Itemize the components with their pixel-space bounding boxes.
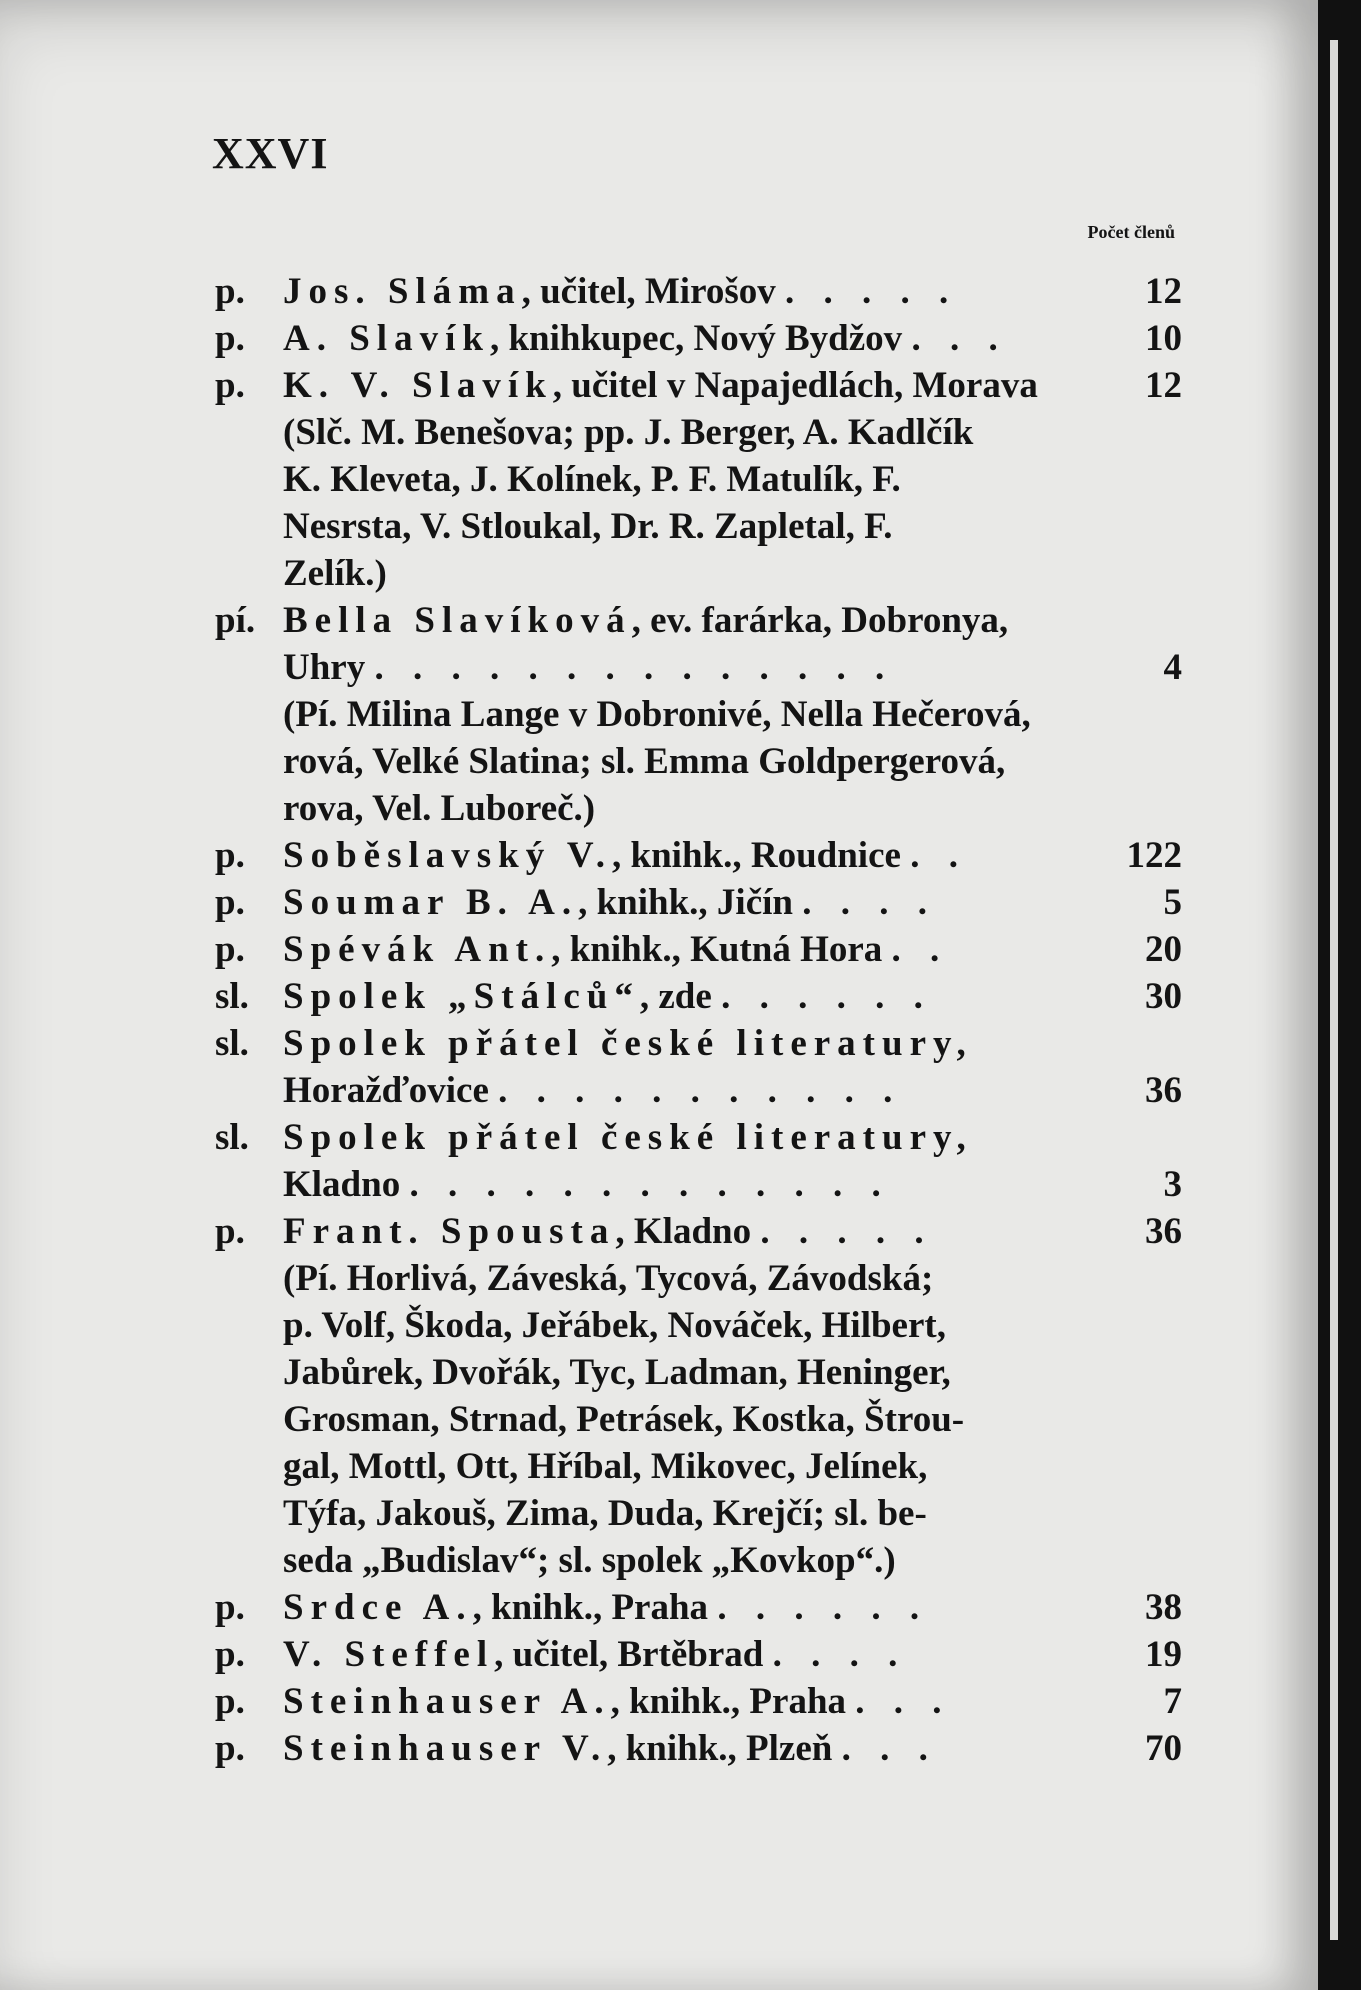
entry-text xyxy=(283,973,933,1020)
entry-detail: Uhry xyxy=(283,647,366,688)
entry-detail: , Kladno xyxy=(615,1211,752,1252)
entry-text xyxy=(283,1067,902,1114)
entry-prefix: p. xyxy=(215,365,245,406)
member-count: 122 xyxy=(1126,835,1182,876)
entry-text xyxy=(283,644,894,691)
member-count: 12 xyxy=(1145,365,1182,406)
entry-text xyxy=(283,1725,938,1772)
entry-text xyxy=(283,1302,946,1349)
leader-dots: . . . . . xyxy=(785,271,959,312)
entry-name: Frant. Spousta xyxy=(283,1211,616,1252)
leader-dots: . . . xyxy=(911,318,1008,359)
entry-detail: , knihk., Jičín xyxy=(578,882,793,923)
entry-prefix: p. xyxy=(215,882,245,923)
entry-detail: Jabůrek, Dvořák, Tyc, Ladman, Heninger, xyxy=(283,1352,951,1393)
entry-name: Spolek přátel české literatury, xyxy=(283,1117,973,1158)
list-item xyxy=(215,503,1182,550)
entry-text xyxy=(283,738,1005,785)
entry-name: Srdce A. xyxy=(283,1587,473,1628)
entry-detail: Horažďovice xyxy=(283,1070,489,1111)
entry-text xyxy=(283,1537,896,1584)
member-count: 38 xyxy=(1145,1587,1182,1628)
leader-dots: . . . . . . xyxy=(717,1587,930,1628)
member-count: 36 xyxy=(1145,1070,1182,1111)
leader-dots: . . xyxy=(910,835,968,876)
list-item xyxy=(215,456,1182,503)
entry-detail: , knihk., Plzeň xyxy=(607,1728,833,1769)
list-item xyxy=(215,1161,1182,1208)
entry-detail: , učitel, Mirošov xyxy=(521,271,776,312)
member-count: 3 xyxy=(1163,1164,1182,1205)
entry-detail: (Pí. Horlivá, Záveská, Tycová, Závodská; xyxy=(283,1258,934,1299)
entry-name: K. V. Slavík xyxy=(283,365,553,406)
entry-text xyxy=(283,832,968,879)
leader-dots: . . . . xyxy=(772,1634,908,1675)
leader-dots: . . . . . . . . . . . xyxy=(498,1070,903,1111)
leader-dots: . . . . . . . . . . . . . xyxy=(409,1164,891,1205)
entry-detail: rová, Velké Slatina; sl. Emma Goldpergerová, xyxy=(283,741,1006,782)
entry-prefix: p. xyxy=(215,835,245,876)
list-item xyxy=(215,1208,1182,1255)
entry-detail: , knihk., Kutná Hora xyxy=(551,929,883,970)
member-count: 70 xyxy=(1145,1728,1182,1769)
list-item xyxy=(215,785,1182,832)
member-count: 36 xyxy=(1145,1211,1182,1252)
entry-text xyxy=(283,1114,973,1161)
entry-prefix: p. xyxy=(215,1634,245,1675)
list-item xyxy=(215,1631,1182,1678)
entry-text xyxy=(283,691,1031,738)
list-item xyxy=(215,362,1182,409)
member-count: 12 xyxy=(1145,271,1182,312)
list-item xyxy=(215,1678,1182,1725)
leader-dots: . . . . . . . . . . . . . . xyxy=(374,647,895,688)
entry-prefix: p. xyxy=(215,929,245,970)
list-item xyxy=(215,1584,1182,1631)
list-item xyxy=(215,409,1182,456)
entry-text xyxy=(283,926,949,973)
page-edge xyxy=(1318,0,1361,1990)
entry-name: Steinhauser V. xyxy=(283,1728,608,1769)
entry-detail: Zelík.) xyxy=(283,553,387,594)
list-item xyxy=(215,926,1182,973)
entry-prefix: p. xyxy=(215,318,245,359)
entry-text xyxy=(283,1208,934,1255)
entry-name: Jos. Sláma xyxy=(283,271,522,312)
list-item xyxy=(215,1114,1182,1161)
leader-dots: . . . . . . xyxy=(721,976,933,1017)
entry-prefix: p. xyxy=(215,1211,245,1252)
entry-prefix: sl. xyxy=(215,1117,249,1158)
entry-text xyxy=(283,1584,929,1631)
entry-text xyxy=(283,1349,951,1396)
entry-text xyxy=(283,879,937,926)
entry-text xyxy=(283,503,893,550)
list-item xyxy=(215,879,1182,926)
entry-detail: , knihkupec, Nový Bydžov xyxy=(489,318,903,359)
entry-text xyxy=(283,1443,927,1490)
member-count: 20 xyxy=(1145,929,1182,970)
list-item xyxy=(215,1255,1182,1302)
member-count: 19 xyxy=(1145,1634,1182,1675)
entry-detail: (Pí. Milina Lange v Dobronivé, Nella Hečerová, xyxy=(283,694,1031,735)
entry-name: V. Steffel xyxy=(283,1634,495,1675)
list-item xyxy=(215,1443,1182,1490)
entry-detail: p. Volf, Škoda, Jeřábek, Nováček, Hilbert, xyxy=(283,1305,946,1346)
entry-detail: K. Kleveta, J. Kolínek, P. F. Matulík, F. xyxy=(283,459,901,500)
list-item xyxy=(215,1349,1182,1396)
leader-dots: . . . . . xyxy=(760,1211,934,1252)
entry-name: Spolek přátel české literatury, xyxy=(283,1023,973,1064)
entry-detail: Grosman, Strnad, Petrásek, Kostka, Štrou- xyxy=(283,1399,965,1440)
entry-text xyxy=(283,550,387,597)
entry-detail: , učitel, Brtěbrad xyxy=(494,1634,764,1675)
entry-name: A. Slavík xyxy=(283,318,490,359)
entry-detail: , knihk., Praha xyxy=(472,1587,709,1628)
entry-text xyxy=(283,1255,933,1302)
list-item xyxy=(215,1067,1182,1114)
member-list xyxy=(215,268,1182,1772)
page-number: XXVI xyxy=(212,129,329,178)
leader-dots: . . xyxy=(891,929,950,970)
list-item xyxy=(215,315,1182,362)
list-item xyxy=(215,691,1182,738)
list-item xyxy=(215,973,1182,1020)
entry-text xyxy=(283,268,958,315)
entry-text xyxy=(283,1161,891,1208)
leader-dots: . . . xyxy=(841,1728,938,1769)
list-item xyxy=(215,1020,1182,1067)
entry-text xyxy=(283,1020,973,1067)
entry-text xyxy=(283,1396,964,1443)
entry-name: Bella Slavíková xyxy=(283,600,632,641)
entry-text xyxy=(283,409,973,456)
member-count: 30 xyxy=(1145,976,1182,1017)
list-item xyxy=(215,268,1182,315)
entry-detail: rova, Vel. Luboreč.) xyxy=(283,788,596,829)
entry-text xyxy=(283,597,1008,644)
entry-name: Steinhauser A. xyxy=(283,1681,611,1722)
entry-detail: , učitel v Napajedlách, Morava xyxy=(552,365,1038,406)
list-item xyxy=(215,1396,1182,1443)
entry-name: Soumar B. A. xyxy=(283,882,579,923)
entry-text xyxy=(283,785,595,832)
entry-prefix: p. xyxy=(215,1728,245,1769)
entry-detail: Týfa, Jakouš, Zima, Duda, Krejčí; sl. be- xyxy=(283,1493,927,1534)
member-count: 5 xyxy=(1163,882,1182,923)
leader-dots: . . . xyxy=(855,1681,952,1722)
entry-detail: , knihk., Praha xyxy=(610,1681,847,1722)
entry-detail: Kladno xyxy=(283,1164,401,1205)
entry-detail: , knihk., Roudnice xyxy=(612,835,901,876)
entry-detail: (Slč. M. Benešova; pp. J. Berger, A. Kadlčík xyxy=(283,412,974,453)
list-item xyxy=(215,550,1182,597)
entry-text xyxy=(283,456,901,503)
member-count: 4 xyxy=(1163,647,1182,688)
member-count: 7 xyxy=(1163,1681,1182,1722)
entry-text xyxy=(283,1490,927,1537)
list-item xyxy=(215,1537,1182,1584)
entry-prefix: p. xyxy=(215,271,245,312)
entry-detail: , zde xyxy=(639,976,712,1017)
entry-text xyxy=(283,315,1008,362)
entry-detail: Nesrsta, V. Stloukal, Dr. R. Zapletal, F. xyxy=(283,506,893,547)
entry-prefix: p. xyxy=(215,1681,245,1722)
list-item xyxy=(215,1302,1182,1349)
entry-name: Soběslavský V. xyxy=(283,835,613,876)
entry-prefix: p. xyxy=(215,1587,245,1628)
entry-text xyxy=(283,1631,907,1678)
entry-text xyxy=(283,362,1038,409)
list-item xyxy=(215,832,1182,879)
entry-detail: gal, Mottl, Ott, Hříbal, Mikovec, Jelínek, xyxy=(283,1446,928,1487)
list-item xyxy=(215,597,1182,644)
entry-detail: seda „Budislav“; sl. spolek „Kovkop“.) xyxy=(283,1540,896,1581)
list-item xyxy=(215,738,1182,785)
member-count: 10 xyxy=(1145,318,1182,359)
entry-name: Spévák Ant. xyxy=(283,929,552,970)
entry-text xyxy=(283,1678,952,1725)
entry-prefix: sl. xyxy=(215,976,249,1017)
entry-detail: , ev. farárka, Dobronya, xyxy=(631,600,1009,641)
entry-name: Spolek „Stálců“ xyxy=(283,976,640,1017)
list-item xyxy=(215,1490,1182,1537)
entry-prefix: pí. xyxy=(215,600,256,641)
list-item xyxy=(215,1725,1182,1772)
column-header: Počet členů xyxy=(1087,222,1175,242)
leader-dots: . . . . xyxy=(802,882,937,923)
entry-prefix: sl. xyxy=(215,1023,249,1064)
list-item xyxy=(215,644,1182,691)
